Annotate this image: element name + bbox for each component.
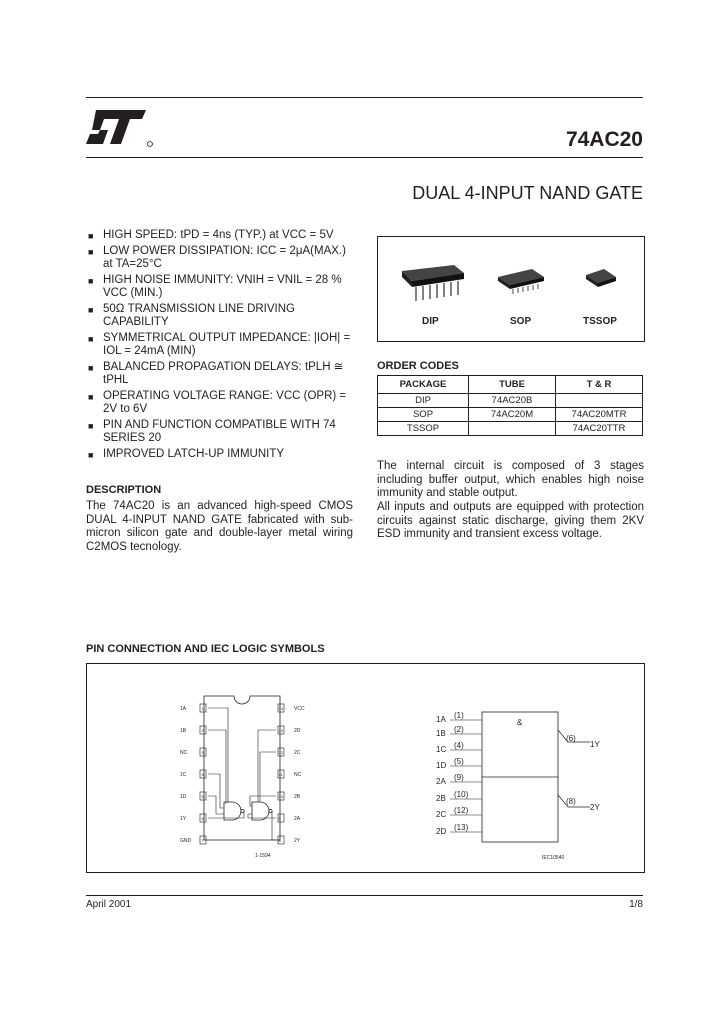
table-cell (556, 394, 643, 408)
top-rule (86, 97, 643, 98)
iec-and-symbol: & (517, 718, 523, 727)
feature-list (86, 229, 356, 463)
pin-number: 1 (201, 706, 204, 711)
pin-label: 1D (180, 794, 187, 800)
pin-number: 12 (278, 750, 283, 755)
table-row (378, 422, 643, 436)
feature-item: ■ PIN AND FUNCTION COMPATIBLE WITH 74 SERIES 20 (88, 418, 336, 444)
table-cell: SOP (378, 408, 469, 422)
pin-label: 2Y (294, 838, 301, 844)
iec-output-label: 2Y (590, 803, 600, 812)
table-header-row (378, 376, 643, 394)
feature-item: ■ HIGH SPEED: tPD = 4ns (TYP.) at VCC = 5V (88, 229, 334, 241)
table-cell: DIP (378, 394, 469, 408)
pin-label: 1A (180, 706, 187, 712)
feature-item: ■ HIGH NOISE IMMUNITY: VNIH = VNIL = 28 % VCC (MIN.) (88, 273, 342, 299)
iec-output-label: 1Y (590, 740, 600, 749)
pin-label: 1B (180, 728, 187, 734)
order-codes-heading: ORDER CODES (377, 360, 459, 372)
column-header: T & R (556, 376, 643, 394)
package-images-box (377, 236, 645, 342)
pin-number: 11 (278, 772, 283, 777)
column-header: PACKAGE (378, 376, 469, 394)
iec-diagram-ref: IEC10540 (542, 855, 565, 861)
table-cell: TSSOP (378, 422, 469, 436)
pin-number: 8 (278, 838, 281, 843)
pin-label: 2D (294, 728, 301, 734)
table-cell: 74AC20M (469, 408, 556, 422)
iec-input-num: (2) (454, 725, 464, 734)
device-subtitle: DUAL 4-INPUT NAND GATE (412, 183, 643, 203)
esd-protection-text: All inputs and outputs are equipped with protection circuits against static discharge, giving them 2KV ESD immunity and transient excess voltage. (377, 501, 644, 540)
pin-section-heading: PIN CONNECTION AND IEC LOGIC SYMBOLS (86, 643, 325, 655)
feature-item: ■ IMPROVED LATCH-UP IMMUNITY (88, 447, 285, 460)
pin-number: 10 (278, 794, 283, 799)
pin-number: 7 (201, 838, 204, 843)
table-cell: 74AC20B (469, 394, 556, 408)
iec-input-label: 2A (436, 777, 446, 786)
column-header: TUBE (469, 376, 556, 394)
iec-input-num: (4) (454, 741, 464, 750)
pin-label: 2C (294, 750, 301, 756)
table-cell: 74AC20MTR (556, 408, 643, 422)
table-cell (469, 422, 556, 436)
iec-input-label: 2B (436, 794, 446, 803)
part-number-title: 74AC20 (565, 128, 643, 151)
feature-item: ■ SYMMETRICAL OUTPUT IMPEDANCE: |IOH| = IOL = 24mA (MIN) (88, 331, 351, 357)
pin-connection-diagram (170, 690, 320, 862)
pin-label: 1Y (180, 816, 187, 822)
pin-label: NC (294, 772, 302, 778)
iec-input-label: 1A (436, 715, 446, 724)
pin-number: 9 (278, 816, 281, 821)
order-codes-table (377, 375, 643, 436)
iec-input-label: 2D (436, 827, 447, 836)
feature-item: ■ BALANCED PROPAGATION DELAYS: tPLH ≅ tPHL (88, 360, 344, 386)
pin-number: 2 (201, 728, 204, 733)
table-row (378, 408, 643, 422)
description-text: The 74AC20 is an advanced high-speed CMOS DUAL 4-INPUT NAND GATE fabricated with sub-micron silicon gate and double-layer metal wiring C2MOS tecnology. (86, 500, 353, 553)
table-row (378, 394, 643, 408)
iec-input-num: (9) (454, 773, 464, 782)
iec-input-num: (1) (454, 711, 464, 720)
feature-item: ■ LOW POWER DISSIPATION: ICC = 2μA(MAX.) at TA=25°C (88, 244, 346, 270)
sop-label: SOP (510, 316, 532, 327)
iec-input-label: 1B (436, 729, 446, 738)
feature-item: ■ 50Ω TRANSMISSION LINE DRIVING CAPABILITY (88, 302, 295, 328)
pin-label: VCC (294, 706, 305, 712)
footer-date: April 2001 (86, 899, 132, 910)
pin-number: 14 (278, 706, 283, 711)
pin-diagram-ref: 1-1594 (255, 853, 271, 859)
st-logo (86, 110, 156, 150)
iec-output-num: (8) (566, 797, 576, 806)
sop-package-image (494, 265, 549, 300)
pin-number: 4 (201, 772, 204, 777)
pin-number: 6 (201, 816, 204, 821)
iec-input-label: 2C (436, 810, 447, 819)
tssop-label: TSSOP (583, 316, 617, 327)
iec-input-num: (13) (454, 823, 469, 832)
iec-input-num: (10) (454, 790, 469, 799)
pin-label: 2A (294, 816, 301, 822)
pin-label: 1C (180, 772, 187, 778)
pin-number: 3 (201, 750, 204, 755)
internal-circuit-text: The internal circuit is composed of 3 stages including buffer output, which enables high noise immunity and stable output. (377, 460, 644, 499)
tssop-package-image (582, 265, 622, 297)
dip-package-image (398, 263, 468, 308)
page-number: 1/8 (629, 899, 643, 910)
dip-label: DIP (422, 316, 439, 327)
footer-rule (86, 895, 643, 896)
iec-input-label: 1D (436, 761, 447, 770)
table-cell: 74AC20TTR (556, 422, 643, 436)
pin-label: GND (180, 838, 192, 844)
iec-input-num: (12) (454, 806, 469, 815)
pin-number: 13 (278, 728, 283, 733)
title-rule (86, 157, 643, 158)
pin-number: 5 (201, 794, 204, 799)
pin-label: NC (180, 750, 188, 756)
description-heading: DESCRIPTION (86, 484, 162, 496)
iec-logic-symbol (420, 700, 620, 870)
feature-item: ■ OPERATING VOLTAGE RANGE: VCC (OPR) = 2V to 6V (88, 389, 347, 415)
iec-output-num: (6) (566, 734, 576, 743)
pin-label: 2B (294, 794, 301, 800)
iec-input-num: (5) (454, 757, 464, 766)
iec-input-label: 1C (436, 745, 447, 754)
